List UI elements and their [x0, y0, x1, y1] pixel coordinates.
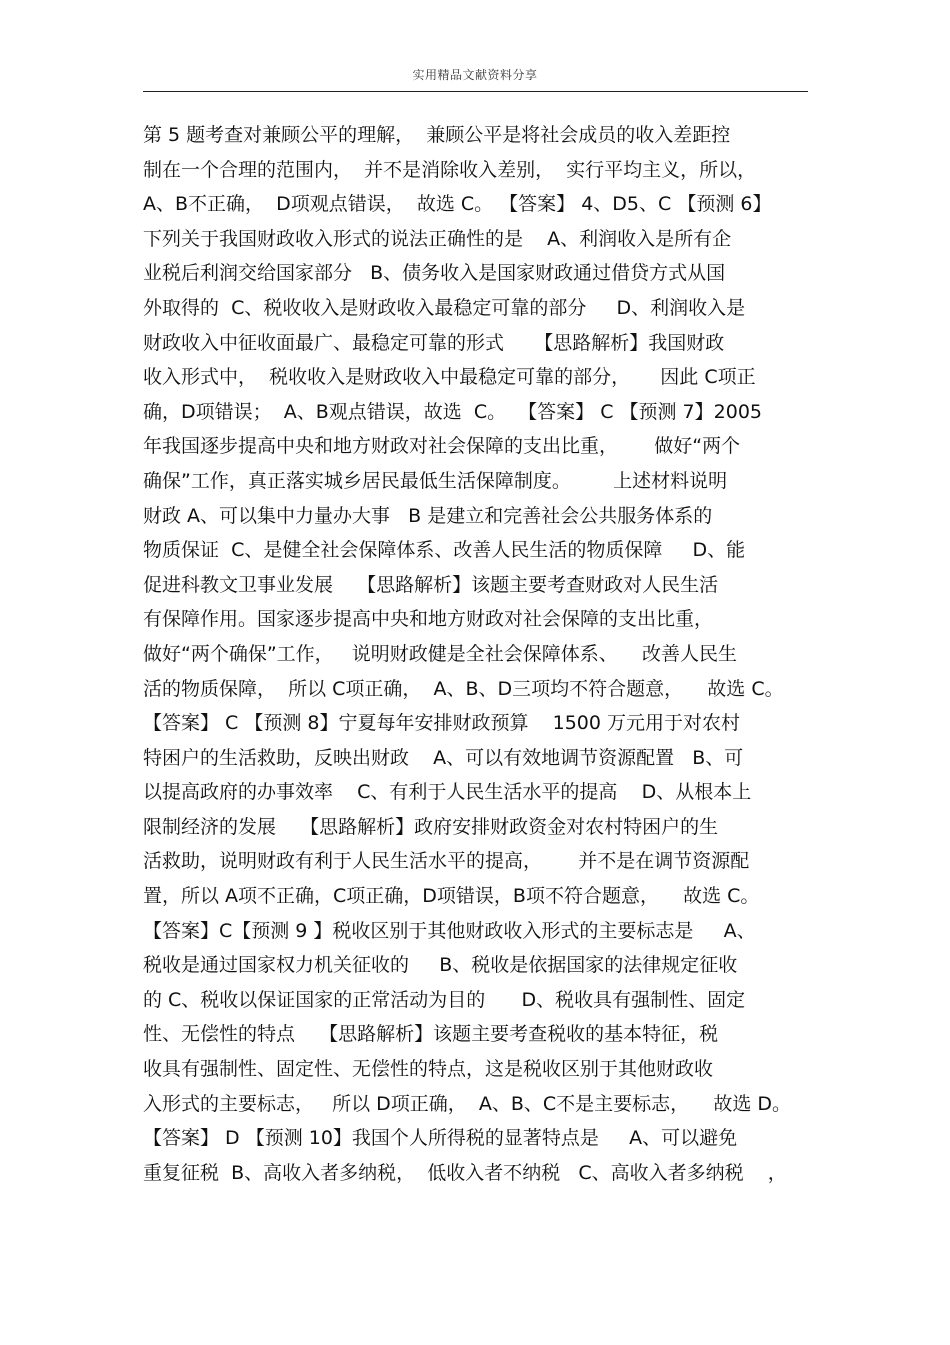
body-line: 促进科教文卫事业发展 【思路解析】该题主要考查财政对人民生活	[143, 573, 719, 596]
page-header: 实用精品文献资料分享	[412, 68, 538, 82]
body-line: 收具有强制性、固定性、无偿性的特点，这是税收区别于其他财政收	[143, 1058, 714, 1081]
body-line: 年我国逐步提高中央和地方财政对社会保障的支出比重， 做好“两个	[143, 435, 741, 458]
body-line: 的 C、税收以保证国家的正常活动为目的 D、税收具有强制性、固定	[143, 988, 746, 1011]
body-line: 制在一个合理的范围内， 并不是消除收入差别， 实行平均主义，所以，	[143, 158, 757, 181]
body-line: 以提高政府的办事效率 C、有利于人民生活水平的提高 D、从根本上	[143, 781, 752, 804]
body-line: 【答案】 D 【预测 10】我国个人所得税的显著特点是 A、可以避免	[143, 1127, 738, 1150]
document-body	[143, 118, 813, 1190]
body-line: 财政 A、可以集中力量办大事 B 是建立和完善社会公共服务体系的	[143, 504, 713, 527]
body-line: 下列关于我国财政收入形式的说法正确性的是 A、利润收入是所有企	[143, 227, 732, 250]
body-line: 【答案】C【预测 9 】税收区别于其他财政收入形式的主要标志是 A、	[143, 919, 756, 942]
body-line: 重复征税 B、高收入者多纳税， 低收入者不纳税 C、高收入者多纳税 ，	[143, 1161, 787, 1184]
body-line: 第 5 题考查对兼顾公平的理解， 兼顾公平是将社会成员的收入差距控	[143, 124, 731, 146]
body-line: 财政收入中征收面最广、最稳定可靠的形式 【思路解析】我国财政	[143, 331, 725, 354]
body-line: 收入形式中， 税收收入是财政收入中最稳定可靠的部分， 因此 C项正	[143, 366, 756, 389]
body-line: 有保障作用。国家逐步提高中央和地方财政对社会保障的支出比重，	[143, 608, 714, 631]
body-line: 活救助，说明财政有利于人民生活水平的提高， 并不是在调节资源配	[143, 850, 750, 873]
header-divider	[143, 91, 808, 92]
body-line: 特困户的生活救助，反映出财政 A、可以有效地调节资源配置 B、可	[143, 746, 744, 769]
body-line: 性、无偿性的特点 【思路解析】该题主要考查税收的基本特征，税	[143, 1023, 719, 1046]
body-line: 税收是通过国家权力机关征收的 B、税收是依据国家的法律规定征收	[143, 954, 738, 977]
body-line: 【答案】 C 【预测 8】宁夏每年安排财政预算 1500 万元用于对农村	[143, 712, 741, 735]
body-line: 外取得的 C、税收收入是财政收入最稳定可靠的部分 D、利润收入是	[143, 296, 746, 319]
body-line: 确，D项错误； A、B观点错误，故选 C。 【答案】 C 【预测 7】2005	[143, 400, 762, 423]
body-line: 置，所以 A项不正确，C项正确，D项错误，B项不符合题意， 故选 C。	[143, 885, 760, 908]
body-line: 限制经济的发展 【思路解析】政府安排财政资金对农村特困户的生	[143, 815, 719, 838]
body-line: A、B不正确， D项观点错误， 故选 C。 【答案】 4、D5、C 【预测 6】	[143, 193, 772, 216]
body-line: 做好“两个确保”工作， 说明财政健是全社会保障体系、 改善人民生	[143, 642, 737, 665]
body-line: 确保”工作，真正落实城乡居民最低生活保障制度。 上述材料说明	[143, 469, 728, 492]
body-line: 物质保证 C、是健全社会保障体系、改善人民生活的物质保障 D、能	[143, 539, 746, 562]
body-line: 业税后利润交给国家部分 B、债务收入是国家财政通过借贷方式从国	[143, 262, 726, 285]
body-line: 入形式的主要标志， 所以 D项正确， A、B、C不是主要标志， 故选 D。	[143, 1092, 791, 1115]
body-line: 活的物质保障， 所以 C项正确， A、B、D三项均不符合题意， 故选 C。	[143, 677, 784, 700]
